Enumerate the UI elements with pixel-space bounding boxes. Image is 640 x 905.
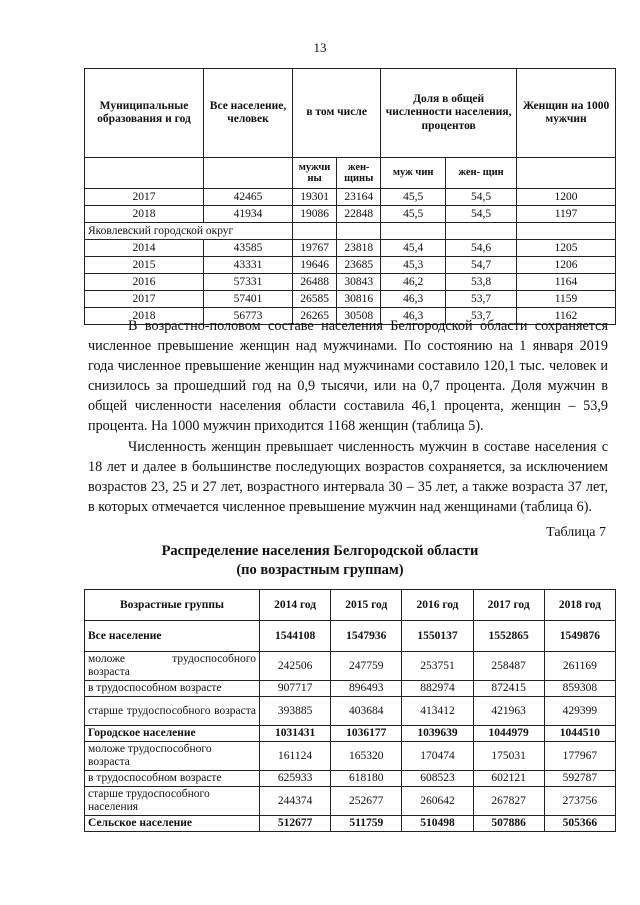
cell-total: 56773 xyxy=(204,308,293,325)
table-row xyxy=(85,681,616,697)
subheader-empty xyxy=(85,158,204,189)
group-empty xyxy=(293,223,337,240)
cell-value: 608523 xyxy=(402,771,473,787)
cell-value: 507886 xyxy=(473,816,544,832)
cell-value: 244374 xyxy=(260,787,331,816)
cell-value: 625933 xyxy=(260,771,331,787)
row-label: в трудоспособном возрасте xyxy=(85,681,260,697)
cell-total: 57331 xyxy=(204,274,293,291)
cell-value: 512677 xyxy=(260,816,331,832)
header-including: в том числе xyxy=(293,69,381,158)
cell-value: 618180 xyxy=(331,771,402,787)
cell-value: 403684 xyxy=(331,697,402,726)
cell-value: 1549876 xyxy=(544,621,615,652)
cell-women: 23818 xyxy=(337,240,381,257)
table-row xyxy=(85,726,616,742)
cell-men-pct: 46,3 xyxy=(381,308,446,325)
cell-women: 23685 xyxy=(337,257,381,274)
row-label: моложе трудоспособного возраста xyxy=(85,652,260,681)
cell-men-pct: 45,3 xyxy=(381,257,446,274)
subheader-women-pct: жен- щин xyxy=(446,158,517,189)
cell-total: 43331 xyxy=(204,257,293,274)
cell-ratio: 1164 xyxy=(517,274,616,291)
cell-value: 429399 xyxy=(544,697,615,726)
cell-value: 896493 xyxy=(331,681,402,697)
cell-value: 170474 xyxy=(402,742,473,771)
table-row xyxy=(85,652,616,681)
cell-value: 1044510 xyxy=(544,726,615,742)
cell-value: 393885 xyxy=(260,697,331,726)
group-empty xyxy=(446,223,517,240)
group-empty xyxy=(517,223,616,240)
table-row xyxy=(85,621,616,652)
cell-year: 2017 xyxy=(85,291,204,308)
cell-women-pct: 53,7 xyxy=(446,291,517,308)
cell-ratio: 1197 xyxy=(517,206,616,223)
cell-value: 413412 xyxy=(402,697,473,726)
cell-year: 2016 xyxy=(85,274,204,291)
table-row xyxy=(85,697,616,726)
cell-value: 1036177 xyxy=(331,726,402,742)
table-row xyxy=(85,291,616,308)
subheader-empty xyxy=(204,158,293,189)
cell-value: 602121 xyxy=(473,771,544,787)
table-row xyxy=(85,206,616,223)
row-label: Сельское население xyxy=(85,816,260,832)
cell-ratio: 1159 xyxy=(517,291,616,308)
cell-value: 252677 xyxy=(331,787,402,816)
cell-men-pct: 45,5 xyxy=(381,189,446,206)
cell-value: 1550137 xyxy=(402,621,473,652)
cell-ratio: 1162 xyxy=(517,308,616,325)
subheader-women: жен- щины xyxy=(337,158,381,189)
paragraph-sex-structure: В возрастно-половом составе населения Белгородской области сохраняется численное превышение женщин над мужчинами. По состоянию на 1 января 2019 года численное превышение женщин над мужчинами составило 120,1 тыс. человек и снизилось за прошедший год на 0,9 тысячи, или на 0,7 процента. Доля мужчин в общей численности населения области составила 46,1 процента, женщин – 53,9 процента. На 1000 мужчин приходится 1168 женщин (таблица 5). xyxy=(88,318,608,434)
page-number: 13 xyxy=(313,40,327,55)
cell-ratio: 1205 xyxy=(517,240,616,257)
cell-total: 57401 xyxy=(204,291,293,308)
table2-body xyxy=(85,621,616,832)
row-label: старше трудоспособного возраста xyxy=(85,697,260,726)
cell-value: 258487 xyxy=(473,652,544,681)
cell-men: 26488 xyxy=(293,274,337,291)
table-row xyxy=(85,274,616,291)
cell-value: 267827 xyxy=(473,787,544,816)
cell-value: 1031431 xyxy=(260,726,331,742)
header-year: 2017 год xyxy=(473,590,544,621)
cell-value: 421963 xyxy=(473,697,544,726)
cell-men-pct: 46,3 xyxy=(381,291,446,308)
cell-men-pct: 45,4 xyxy=(381,240,446,257)
cell-men: 26265 xyxy=(293,308,337,325)
cell-value: 592787 xyxy=(544,771,615,787)
cell-value: 907717 xyxy=(260,681,331,697)
row-label: в трудоспособном возрасте xyxy=(85,771,260,787)
table-subheader-row xyxy=(85,158,616,189)
table-header-row xyxy=(85,69,616,158)
table-header-row xyxy=(85,590,616,621)
row-label: Городское население xyxy=(85,726,260,742)
cell-value: 859308 xyxy=(544,681,615,697)
cell-value: 242506 xyxy=(260,652,331,681)
table-row xyxy=(85,742,616,771)
subheader-empty xyxy=(517,158,616,189)
cell-men: 19767 xyxy=(293,240,337,257)
cell-value: 505366 xyxy=(544,816,615,832)
cell-value: 1552865 xyxy=(473,621,544,652)
cell-women-pct: 54,7 xyxy=(446,257,517,274)
cell-men-pct: 46,2 xyxy=(381,274,446,291)
cell-ratio: 1200 xyxy=(517,189,616,206)
table1-rows-before xyxy=(85,189,616,223)
cell-men: 19086 xyxy=(293,206,337,223)
table-row xyxy=(85,816,616,832)
cell-women-pct: 54,5 xyxy=(446,189,517,206)
row-label: старше трудоспособного населения xyxy=(85,787,260,816)
cell-women: 22848 xyxy=(337,206,381,223)
cell-women-pct: 53,8 xyxy=(446,274,517,291)
cell-value: 1044979 xyxy=(473,726,544,742)
cell-value: 1544108 xyxy=(260,621,331,652)
cell-value: 510498 xyxy=(402,816,473,832)
header-municipality: Муниципальные образования и год xyxy=(85,69,204,158)
cell-women: 30843 xyxy=(337,274,381,291)
cell-value: 882974 xyxy=(402,681,473,697)
cell-women: 23164 xyxy=(337,189,381,206)
table-title-line2: (по возрастным группам) xyxy=(236,562,404,578)
cell-men: 19646 xyxy=(293,257,337,274)
cell-value: 511759 xyxy=(331,816,402,832)
header-year: 2015 год xyxy=(331,590,402,621)
cell-value: 175031 xyxy=(473,742,544,771)
table-row xyxy=(85,189,616,206)
cell-year: 2018 xyxy=(85,308,204,325)
group-empty xyxy=(381,223,446,240)
subheader-men: мужчи ны xyxy=(293,158,337,189)
header-age-group: Возрастные группы xyxy=(85,590,260,621)
cell-ratio: 1206 xyxy=(517,257,616,274)
header-share: Доля в общей численности населения, процентов xyxy=(381,69,517,158)
cell-women: 30816 xyxy=(337,291,381,308)
header-year: 2014 год xyxy=(260,590,331,621)
subheader-men-pct: муж чин xyxy=(381,158,446,189)
table-row xyxy=(85,771,616,787)
cell-men: 19301 xyxy=(293,189,337,206)
table1-rows-after xyxy=(85,240,616,325)
cell-value: 161124 xyxy=(260,742,331,771)
cell-women-pct: 54,6 xyxy=(446,240,517,257)
header-total: Все население, человек xyxy=(204,69,293,158)
table-row xyxy=(85,787,616,816)
group-empty xyxy=(337,223,381,240)
cell-value: 260642 xyxy=(402,787,473,816)
population-by-sex-table xyxy=(84,68,616,325)
cell-year: 2018 xyxy=(85,206,204,223)
row-label: моложе трудоспособного возраста xyxy=(85,742,260,771)
cell-value: 1039639 xyxy=(402,726,473,742)
cell-women: 30508 xyxy=(337,308,381,325)
cell-total: 41934 xyxy=(204,206,293,223)
cell-women-pct: 53,7 xyxy=(446,308,517,325)
cell-women-pct: 54,5 xyxy=(446,206,517,223)
cell-total: 43585 xyxy=(204,240,293,257)
table-title xyxy=(0,542,640,580)
cell-value: 1547936 xyxy=(331,621,402,652)
table-group-row xyxy=(85,223,616,240)
cell-year: 2017 xyxy=(85,189,204,206)
cell-year: 2014 xyxy=(85,240,204,257)
population-by-age-table xyxy=(84,589,616,832)
cell-men-pct: 45,5 xyxy=(381,206,446,223)
cell-value: 273756 xyxy=(544,787,615,816)
table-label: Таблица 7 xyxy=(546,525,606,540)
paragraph-age-excess: Численность женщин превышает численность мужчин в составе населения с 18 лет и далее в большинстве последующих возрастов сохраняется, за исключением возрастов 23, 25 и 27 лет, возрастного интервала 30 – 35 лет, а также возраста 37 лет, в которых отмечается численное превышение мужчин над женщинами (таблица 6). xyxy=(88,439,608,515)
table-title-line1: Распределение населения Белгородской области xyxy=(161,543,479,559)
group-label: Яковлевский городской округ xyxy=(85,223,293,240)
cell-men: 26585 xyxy=(293,291,337,308)
cell-year: 2015 xyxy=(85,257,204,274)
cell-value: 872415 xyxy=(473,681,544,697)
header-year: 2016 год xyxy=(402,590,473,621)
cell-value: 177967 xyxy=(544,742,615,771)
cell-value: 253751 xyxy=(402,652,473,681)
cell-value: 261169 xyxy=(544,652,615,681)
cell-total: 42465 xyxy=(204,189,293,206)
table-row xyxy=(85,257,616,274)
table-row xyxy=(85,240,616,257)
row-label: Все население xyxy=(85,621,260,652)
header-year: 2018 год xyxy=(544,590,615,621)
header-women-per-1000: Женщин на 1000 мужчин xyxy=(517,69,616,158)
cell-value: 165320 xyxy=(331,742,402,771)
cell-value: 247759 xyxy=(331,652,402,681)
